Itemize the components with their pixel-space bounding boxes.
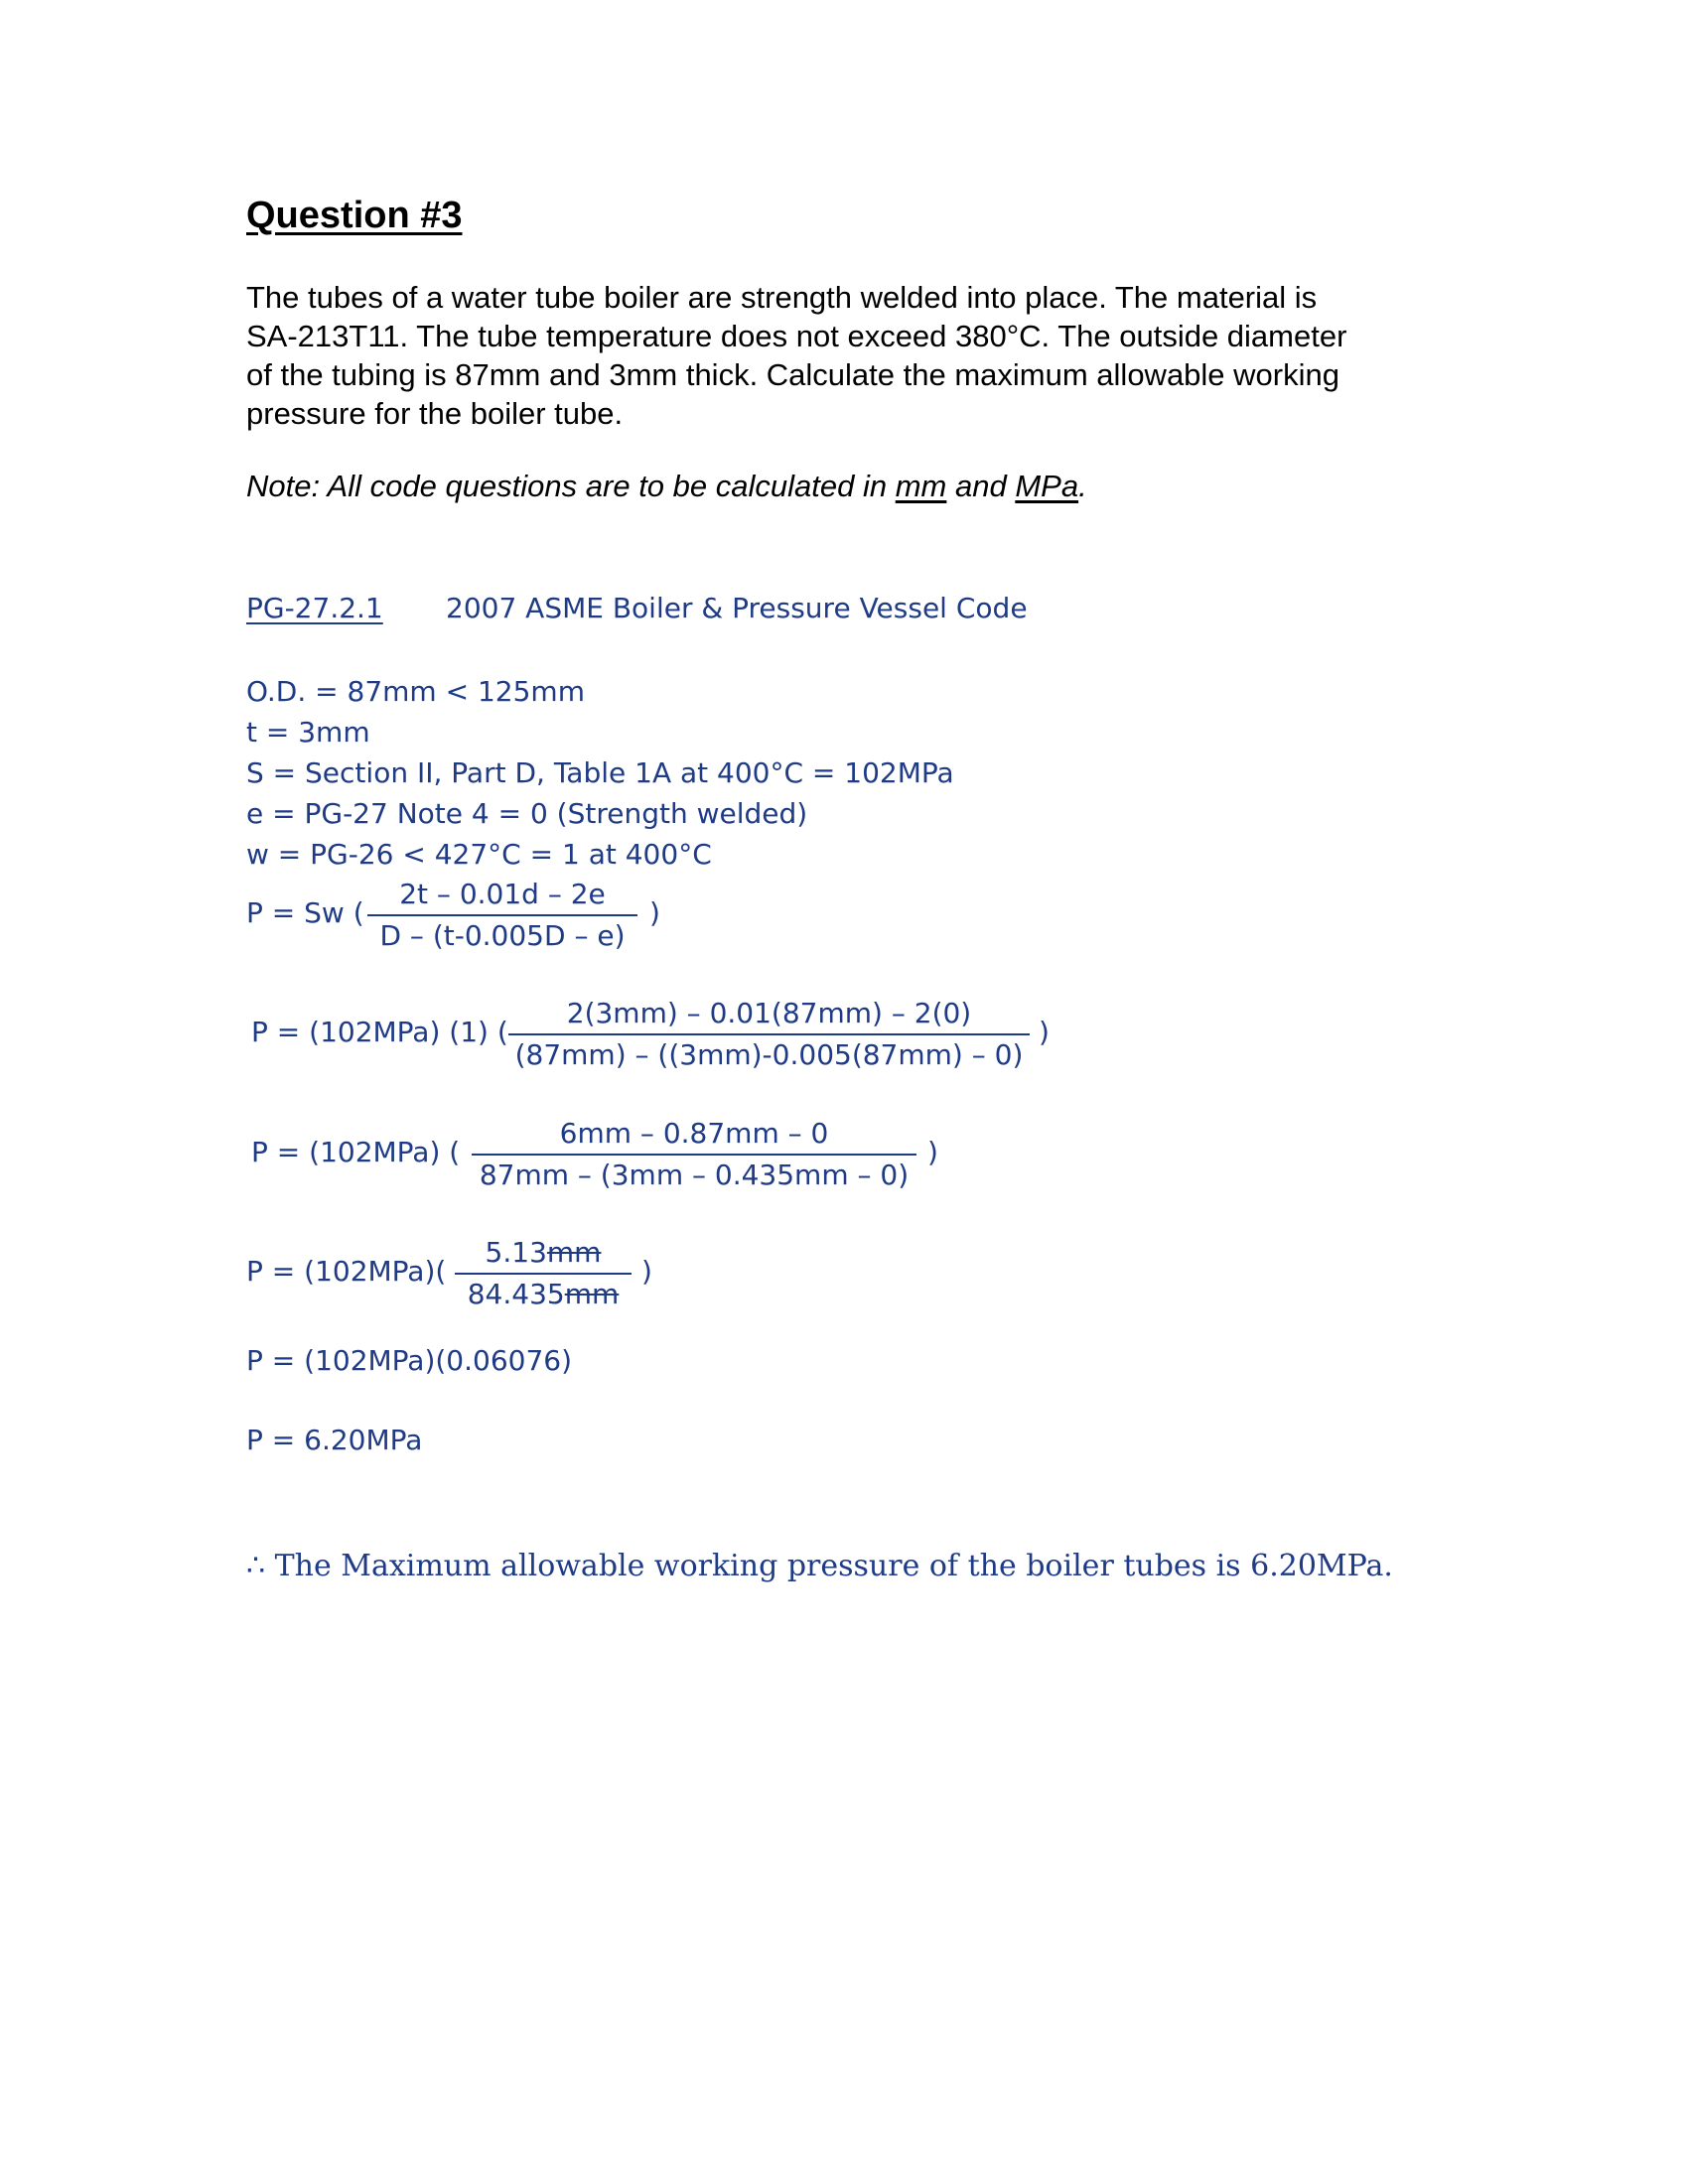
formula-denominator: D – (t-0.005D – e)	[379, 919, 626, 952]
step3-prefix: P = (102MPa)(	[246, 1255, 447, 1288]
problem-line: SA-213T11. The tube temperature does not exceed 380°C. The outside diameter	[246, 319, 1347, 353]
step2-close: )	[927, 1136, 938, 1168]
step1-fraction	[508, 997, 1030, 1071]
step2-denominator: 87mm – (3mm – 0.435mm – 0)	[479, 1159, 910, 1191]
note-end: .	[1078, 469, 1087, 503]
step2-prefix: P = (102MPa) (	[251, 1136, 461, 1168]
code-reference: PG-27.2.1	[246, 592, 383, 624]
given-line: t = 3mm	[246, 716, 370, 749]
given-line: O.D. = 87mm < 125mm	[246, 675, 585, 708]
note-mm: mm	[895, 469, 947, 503]
result: P = 6.20MPa	[246, 1424, 423, 1456]
step1-denominator: (87mm) – ((3mm)-0.005(87mm) – 0)	[514, 1038, 1024, 1071]
cancelled-unit: mm	[564, 1278, 620, 1310]
given-line: e = PG-27 Note 4 = 0 (Strength welded)	[246, 797, 808, 830]
formula-prefix: P = Sw (	[246, 896, 364, 929]
note-and: and	[946, 469, 1016, 503]
step4: P = (102MPa)(0.06076)	[246, 1344, 573, 1377]
given-values	[246, 671, 954, 875]
step2-numerator: 6mm – 0.87mm – 0	[559, 1117, 829, 1150]
note-prefix: Note: All code questions are to be calculated in	[246, 469, 896, 503]
step1-close: )	[1039, 1016, 1050, 1048]
given-line: w = PG-26 < 427°C = 1 at 400°C	[246, 838, 712, 871]
step3-numerator-value: 5.13	[485, 1236, 547, 1269]
step3-denominator	[455, 1275, 632, 1310]
question-title: Question #3	[246, 195, 463, 236]
step3-numerator	[455, 1236, 632, 1273]
step3-close: )	[641, 1255, 652, 1288]
step2-fraction	[472, 1117, 916, 1191]
step1-numerator: 2(3mm) – 0.01(87mm) – 2(0)	[566, 997, 972, 1029]
formula-close: )	[649, 896, 660, 929]
given-line: S = Section II, Part D, Table 1A at 400°C = 102MPa	[246, 756, 954, 789]
conclusion: ∴ The Maximum allowable working pressure of the boiler tubes is 6.20MPa.	[246, 1549, 1393, 1583]
formula-numerator: 2t – 0.01d – 2e	[399, 878, 606, 910]
note-mpa: MPa	[1015, 469, 1079, 503]
units-note	[246, 469, 1087, 504]
problem-line: of the tubing is 87mm and 3mm thick. Calculate the maximum allowable working	[246, 357, 1339, 392]
step3-denominator-value: 84.435	[467, 1278, 565, 1310]
cancelled-unit: mm	[546, 1236, 602, 1269]
step1-prefix: P = (102MPa) (1) (	[251, 1016, 508, 1048]
problem-line: The tubes of a water tube boiler are strength welded into place. The material is	[246, 280, 1318, 315]
problem-line: pressure for the boiler tube.	[246, 396, 624, 431]
step3-fraction	[455, 1236, 632, 1310]
code-name: 2007 ASME Boiler & Pressure Vessel Code	[446, 592, 1028, 624]
problem-statement	[246, 278, 1477, 433]
formula-fraction	[367, 878, 637, 952]
